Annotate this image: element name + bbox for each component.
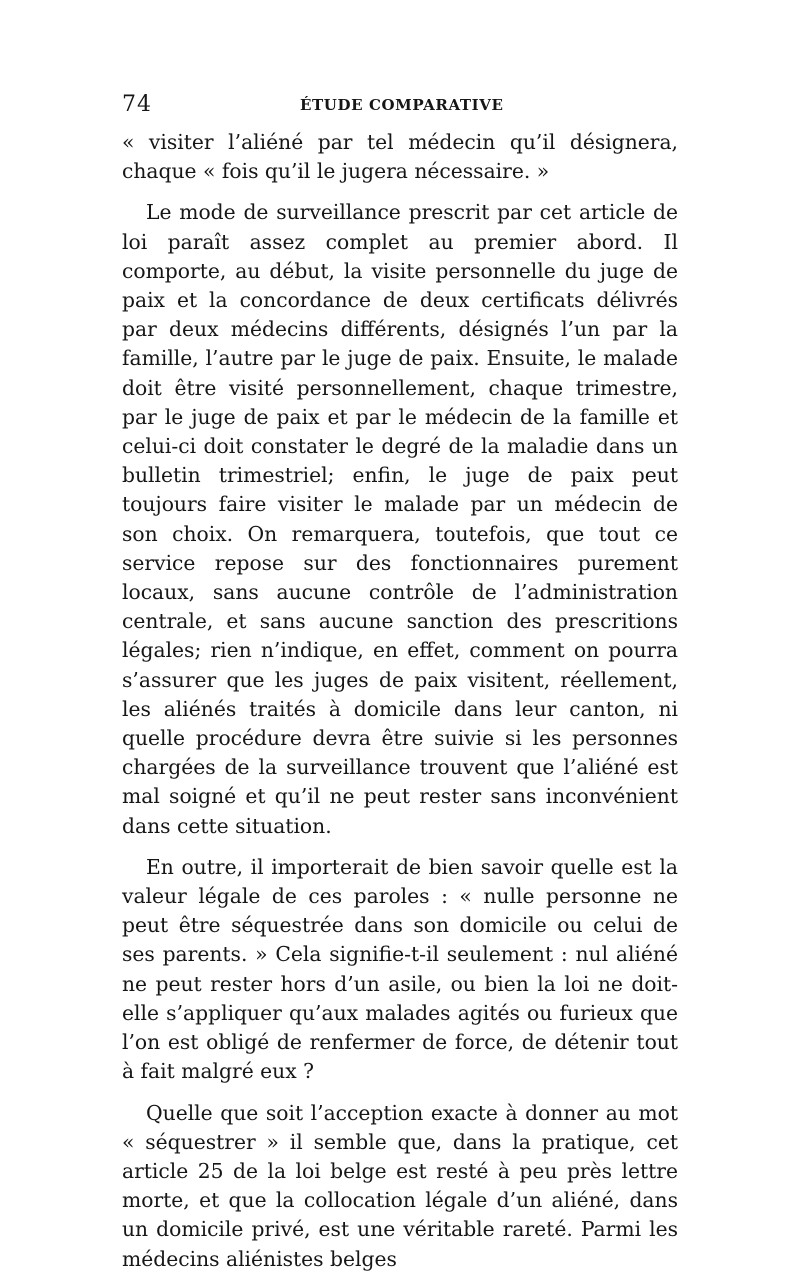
paragraph-quote-continuation: « visiter l’aliéné par tel médecin qu’il désignera, chaque « fois qu’il le jugera nécessaire. » <box>122 130 678 184</box>
running-title: ÉTUDE COMPARATIVE <box>300 96 504 114</box>
page-number: 74 <box>122 92 152 117</box>
paragraph-legal-value: En outre, il importerait de bien savoir quelle est la valeur légale de ces paroles : « nulle personne ne peut être séquestrée dans son domicile ou celui de ses parents. » Cela signifie-t-il seulement : nul aliéné ne peut rester hors d’un asile, ou bien la loi ne doit-elle s’appliquer qu’aux malades agités ou furieux que l’on est obligé de renfermer de force, de détenir tout à fait malgré eux ? <box>122 854 678 1084</box>
body-text <box>122 128 678 1274</box>
paragraph-sequestration: Quelle que soit l’acception exacte à donner au mot « séquestrer » il semble que, dans la pratique, cet article 25 de la loi belge est resté à peu près lettre morte, et que la collocation légale d’un aliéné, dans un domicile privé, est une véritable rareté. Parmi les médecins aliénistes belges <box>122 1100 678 1271</box>
page-header <box>122 92 678 116</box>
paragraph-surveillance: Le mode de surveillance prescrit par cet article de loi paraît assez complet au premier abord. Il comporte, au début, la visite personnelle du juge de paix et la concordance de deux certificats délivrés par deux médecins différents, désignés l’un par la famille, l’autre par le juge de paix. Ensuite, le malade doit être visité personnellement, chaque trimestre, par le juge de paix et par le médecin de la famille et celui-ci doit constater le degré de la maladie dans un bulletin trimestriel; enfin, le juge de paix peut toujours faire visiter le malade par un médecin de son choix. On remarquera, toutefois, que tout ce service repose sur des fonctionnaires purement locaux, sans aucune contrôle de l’administration centrale, et sans aucune sanction des prescritions légales; rien n’indique, en effet, comment on pourra s’assurer que les juges de paix visitent, réellement, les aliénés traités à domicile dans leur canton, ni quelle procédure devra être suivie si les personnes chargées de la surveillance trouvent que l’aliéné est mal soigné et qu’il ne peut rester sans inconvénient dans cette situation. <box>122 200 678 838</box>
